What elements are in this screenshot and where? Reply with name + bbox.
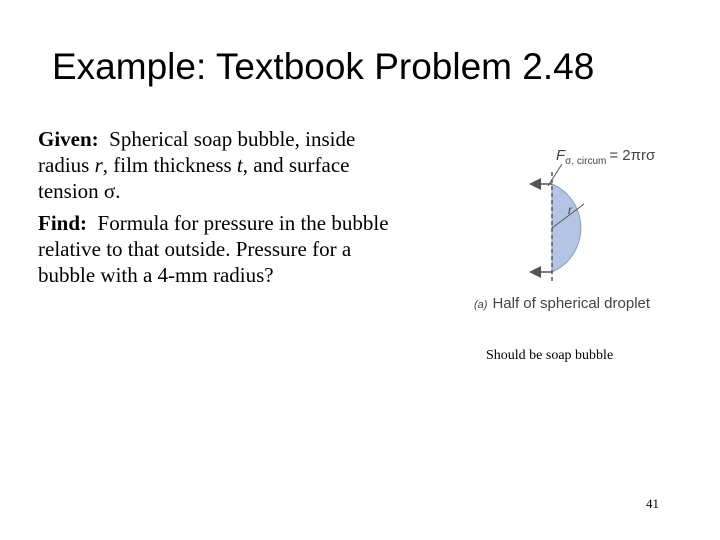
force-label <box>556 147 656 167</box>
half-droplet-shape <box>552 184 581 272</box>
page-number: 41 <box>646 496 659 511</box>
force-equation: = 2πrσ <box>609 147 656 164</box>
half-droplet-figure <box>470 140 690 320</box>
find-label: Find: <box>38 211 88 235</box>
figure-caption <box>474 295 651 312</box>
find-text: Formula for pressure in the bubble relative to that outside. Pressure for a bubble with a 4-mm radius? <box>38 211 389 287</box>
find-paragraph <box>38 210 408 288</box>
given-end: . <box>115 179 121 203</box>
given-text-2: , film thickness <box>102 153 237 177</box>
caption-text: Half of spherical droplet <box>492 295 651 312</box>
given-paragraph <box>38 126 408 204</box>
force-leader-line <box>548 164 562 186</box>
force-subscript: σ, circum <box>565 156 607 167</box>
slide-title: Example: Textbook Problem 2.48 <box>52 46 595 87</box>
force-symbol: F <box>556 147 566 164</box>
figure-note: Should be soap bubble <box>486 348 614 363</box>
caption-letter: (a) <box>474 299 488 311</box>
given-text-1: Spherical soap bubble, inside radius <box>38 127 356 177</box>
given-label: Given: <box>38 127 99 151</box>
given-text-3: , and surface tension <box>38 153 350 203</box>
given-var-r: r <box>94 153 103 177</box>
given-var-sigma: σ <box>103 179 116 203</box>
problem-text <box>38 126 408 294</box>
radius-label: r <box>568 203 572 217</box>
given-var-t: t <box>236 153 243 177</box>
